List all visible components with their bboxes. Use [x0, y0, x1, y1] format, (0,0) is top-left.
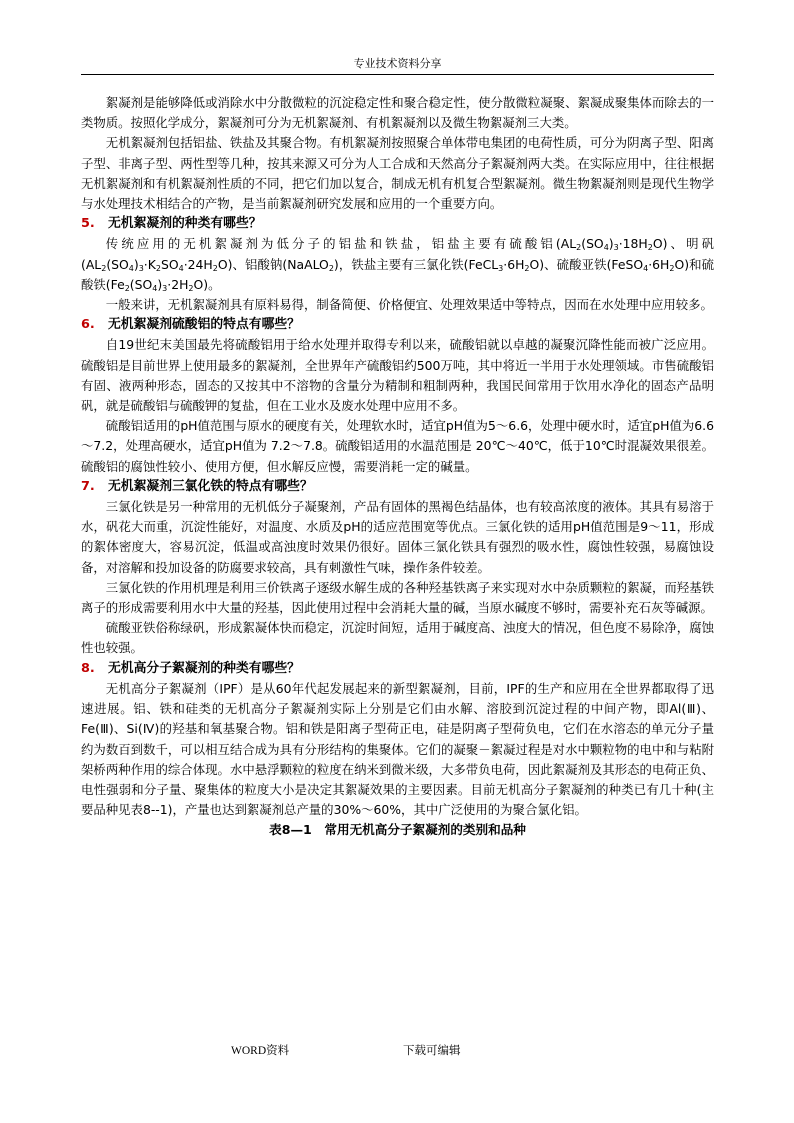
section-title: 无机絮凝剂硫酸铝的特点有哪些？ — [108, 317, 300, 333]
section-number: 7. — [81, 478, 95, 494]
paragraph-inorganic-overview: 无机絮凝剂包括铝盐、铁盐及其聚合物。有机絮凝剂按照聚合单体带电集团的电荷性质，可分为阴离子型、阳离子型、非离子型、两性型等几种，按其来源又可分为人工合成和天然高分子絮凝剂两大类。在实际应用中，往往根据无机絮凝剂和有机絮凝剂性质的不同，把它们加以复合，制成无机有机复合型絮凝剂。微生物絮凝剂则是现代生物学与水处理技术相结合的产物，是当前絮凝剂研究发展和应用的一个重要方向。 — [81, 135, 714, 212]
section-title: 无机高分子絮凝剂的种类有哪些？ — [108, 660, 300, 676]
paragraph-aluminium-sulfate-history: 自19世纪末美国最先将硫酸铝用于给水处理并取得专利以来，硫酸铝就以卓越的凝聚沉降性能而被广泛应用。硫酸铝是目前世界上使用最多的絮凝剂，全世界年产硫酸铝约500万吨，其中将近一半用于水处理领域。市售硫酸铝有固、液两种形态，固态的又按其中不溶物的含量分为精制和粗制两种，我国民间常用于饮用水净化的固态产品明矾，就是硫酸铝与硫酸钾的复盐，但在工业水及废水处理中应用不多。 — [81, 337, 714, 414]
paragraph-ferric-chloride-mechanism: 三氯化铁的作用机理是利用三价铁离子逐级水解生成的各种羟基铁离子来实现对水中杂质颗粒的絮凝，而羟基铁离子的形成需要利用水中大量的羟基，因此使用过程中会消耗大量的碱，当原水碱度不够时，需要补充石灰等碱源。 — [81, 579, 714, 616]
paragraph-intro: 絮凝剂是能够降低或消除水中分散微粒的沉淀稳定性和聚合稳定性，使分散微粒凝聚、絮凝成聚集体而除去的一类物质。按照化学成分，絮凝剂可分为无机絮凝剂、有机絮凝剂以及微生物絮凝剂三大类。 — [81, 95, 714, 131]
page-header: 专业技术资料分享 — [353, 57, 442, 70]
paragraph-aluminium-sulfate-ph: 硫酸铝适用的pH值范围与原水的硬度有关，处理软水时，适宜pH值为5～6.6，处理中硬水时，适宜pH值为6.6～7.2，处理高硬水，适宜pH值为 7.2～7.8。硫酸铝适用的水温范围是 20℃～40℃，低于10℃时混凝效果很差。硫酸铝的腐蚀性较小、使用方便，但水解反应慢，需要消耗一定的碱量。 — [81, 418, 714, 474]
section-heading-7 — [81, 477, 714, 497]
document-body — [81, 93, 714, 841]
footer-right-label: 下载可编辑 — [403, 1043, 461, 1057]
section-title: 无机絮凝剂的种类有哪些？ — [108, 216, 262, 232]
paragraph-ipf-overview: 无机高分子絮凝剂（IPF）是从60年代起发展起来的新型絮凝剂，目前，IPF的生产和应用在全世界都取得了迅速进展。铝、铁和硅类的无机高分子絮凝剂实际上分别是它们由水解、溶胶到沉淀过程的中间产物，即Al(Ⅲ)、Fe(Ⅲ)、Si(Ⅳ)的羟基和氧基聚合物。铝和铁是阳离子型荷正电，硅是阴离子型荷负电，它们在水溶态的单元分子量约为数百到数千，可以相互结合成为具有分形结构的集聚体。它们的凝聚－絮凝过程是对水中颗粒物的电中和与粘附架桥两种作用的综合体现。水中悬浮颗粒的粒度在纳米到微米级，大多带负电荷，因此絮凝剂及其形态的电荷正负、电性强弱和分子量、聚集体的粒度大小是决定其絮凝效果的主要因素。目前无机高分子絮凝剂的种类已有几十种(主要品种见表8--1)，产量也达到絮凝剂总产量的30%～60%，其中广泛使用的为聚合氯化铝。 — [81, 680, 714, 818]
paragraph-salt-types: 传统应用的无机絮凝剂为低分子的铝盐和铁盐，铝盐主要有硫酸铝$(AL_2(SO_4)_3\cdot 18H_2O)$、明矾$(AL_2(SO_4)_3\cdot K_2SO_4\cdot 24H_2O)$、铝酸钠(NaALO$_2$)，铁盐主要有三氯化铁$(FeCL_3\cdot 6H_2O)$、硫酸亚铁$(FeSO_4\cdot 6H_2O)$和硫酸铁$(Fe_2(SO_4)_3\cdot 2H_2O)$。 — [81, 236, 714, 293]
paragraph-ferrous-sulfate: 硫酸亚铁俗称绿矾，形成絮凝体快而稳定，沉淀时间短，适用于碱度高、浊度大的情况，但色度不易除净，腐蚀性也较强。 — [81, 620, 714, 656]
paragraph-inorganic-advantages: 一般来讲，无机絮凝剂具有原料易得，制备简便、价格便宜、处理效果适中等特点，因而在水处理中应用较多。 — [105, 297, 713, 313]
table-caption: 表8—1 常用无机高分子絮凝剂的类别和品种 — [269, 822, 526, 838]
section-number: 6. — [81, 317, 95, 333]
section-title: 无机絮凝剂三氯化铁的特点有哪些？ — [108, 478, 313, 494]
paragraph-ferric-chloride-properties: 三氯化铁是另一种常用的无机低分子凝聚剂，产品有固体的黑褐色结晶体，也有较高浓度的液体。其具有易溶于水，矾花大而重，沉淀性能好，对温度、水质及pH的适应范围宽等优点。三氯化铁的适用pH值范围是9～11，形成的絮体密度大，容易沉淀，低温或高浊度时效果仍很好。固体三氯化铁具有强烈的吸水性，腐蚀性较强，易腐蚀设备，对溶解和投加设备的防腐要求较高，具有刺激性气味，操作条件较差。 — [81, 499, 714, 575]
section-heading-8 — [81, 659, 714, 679]
section-heading-5 — [81, 214, 714, 234]
section-number: 8. — [81, 660, 95, 676]
section-number: 5. — [81, 216, 95, 232]
section-heading-6 — [81, 315, 714, 335]
header-divider — [81, 74, 714, 75]
footer-left-label: WORD资料 — [231, 1045, 290, 1057]
